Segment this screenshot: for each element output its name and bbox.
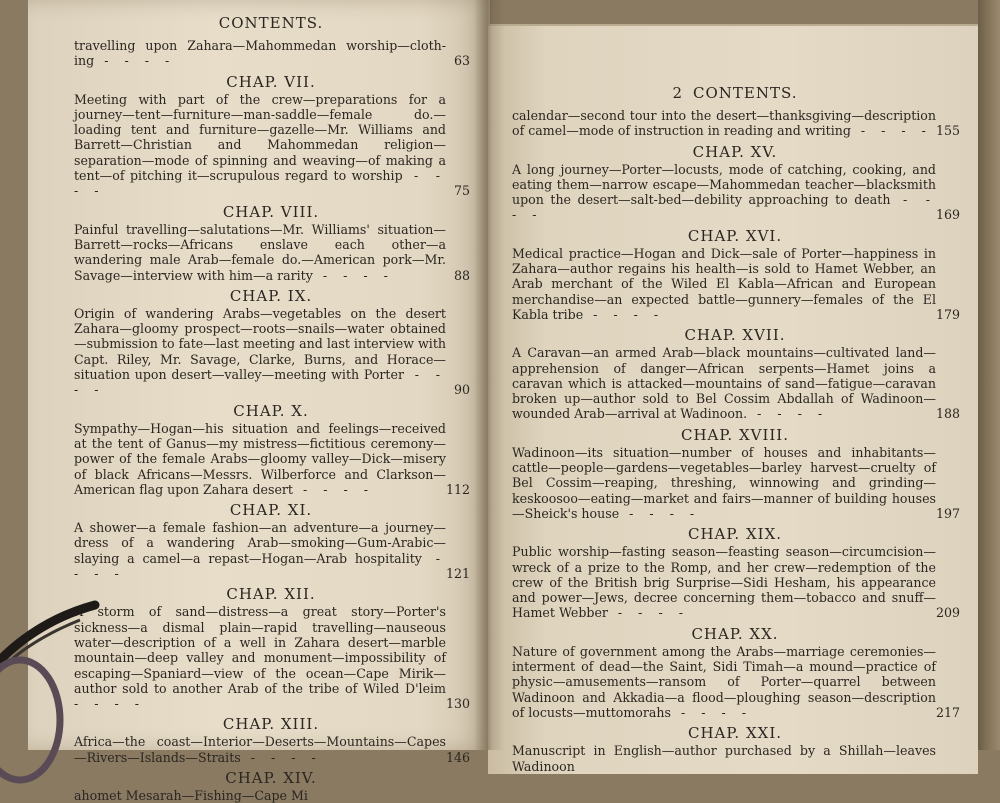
chapter-summary: [74, 604, 468, 711]
summary-text: Nature of government among the Arabs—marriage ceremonies—interment of dead—the Saint, Sidi Timah—a mound—practice of physic—amusements—ransom of Porter—quarrel between Wadinoon and Akkadia—a flood—ploughing season—description of locusts—muttomorahs: [512, 643, 936, 720]
chapter-summary: [512, 246, 958, 322]
leader-dots: - - - -: [74, 367, 446, 398]
page-number: 146: [445, 749, 470, 765]
chapter-heading: CHAP. VIII.: [222, 202, 320, 221]
page-number: 179: [935, 306, 960, 322]
chapter-summary: [74, 222, 468, 283]
chapter-summary: [512, 162, 958, 223]
chapter-heading: CHAP. XVII.: [684, 326, 786, 345]
summary-text: Manuscript in English—author purchased by a Shillah—leaves Wadinoon: [512, 743, 936, 774]
summary-text: ahomet Mesarah—Fishing—Cape Mi: [74, 787, 308, 803]
summary-text: Painful travelling—salutations—Mr. Williams' situation—Barrett—rocks—Africans enslave each other—a wandering male Arab—female do.—American pork—Mr. Savage—interview with him—a rarity: [74, 221, 446, 283]
chapter-summary: [512, 743, 958, 774]
chapter-summary: [74, 306, 468, 398]
right-page-header: [512, 84, 958, 102]
chapter-heading: CHAP. XX.: [691, 624, 779, 643]
chapter-summary: [74, 92, 468, 199]
left-page-header: CONTENTS.: [218, 14, 324, 32]
chapter-summary: [512, 644, 958, 720]
leader-dots: - - - -: [607, 605, 689, 621]
chapter-summary: [74, 38, 468, 69]
leader-dots: - - - -: [312, 267, 394, 283]
chapter-heading: CHAP. XVI.: [687, 226, 783, 245]
summary-text: Origin of wandering Arabs—vegetables on the desert Zahara—gloomy prospect—roots—snails—water obtained—submission to fate—last meeting and last interview with Capt. Riley, Mr. Savage, Clarke, Burns, and Horace—situation upon desert—valley—meeting with Porter: [74, 305, 446, 383]
chapter-heading: CHAP. XIII.: [222, 715, 320, 734]
chapter-heading: CHAP. XIX.: [687, 525, 783, 544]
leader-dots: - - - -: [583, 306, 665, 322]
chapter-heading: CHAP. XVIII.: [680, 425, 790, 444]
right-page: [488, 24, 978, 774]
chapter-summary: [74, 788, 468, 803]
left-contents-list: [74, 38, 468, 803]
page-number: 121: [445, 566, 470, 582]
leader-dots: - - - -: [670, 704, 753, 720]
chapter-summary: [512, 445, 958, 521]
leader-dots: - - - -: [240, 749, 322, 765]
chapter-summary: [74, 421, 468, 497]
page-number: 188: [935, 406, 960, 422]
right-contents-list: [512, 108, 958, 774]
right-page-number: 2: [672, 84, 684, 102]
eyeglasses-icon: [0, 600, 110, 750]
summary-text: Meeting with part of the crew—preparations for a journey—tent—furniture—man-saddle—female do.—loading tent and furniture—gazelle—Mr. Williams and Barrett—Christian and Mahommedan religion—separation—mode of spinning and weaving—of making a tent—of pitching it—scrupulous regard to worship: [74, 91, 446, 184]
leader-dots: - - - -: [74, 696, 146, 712]
leader-dots: - - - -: [850, 123, 932, 139]
page-number: 90: [453, 382, 470, 398]
page-number: 197: [935, 505, 960, 521]
leader-dots: - - - -: [747, 406, 829, 422]
leader-dots: - - - -: [292, 481, 375, 497]
page-number: 130: [445, 696, 470, 712]
summary-text: A Caravan—an armed Arab—black mountains—cultivated land—apprehension of danger—African serpents—Hamet joins a caravan which is attacked—mountains of sand—fatigue—caravan broken up—author sold to Bel Cossim Abdallah of Wadinoon—wounded Arab—arrival at Wadinoon.: [512, 345, 936, 422]
summary-text: Medical practice—Hogan and Dick—sale of Porter—happiness in Zahara—author regains his health—is sold to Hamet Webber, an Arab merchant of the Wiled El Kabla—African and European merchandise—an expected battle—gunnery—females of the El Kabla tribe: [512, 245, 936, 322]
chapter-heading: CHAP. VII.: [226, 72, 316, 91]
chapter-summary: [512, 544, 958, 620]
chapter-summary: [74, 734, 468, 765]
leader-dots: - - - -: [94, 53, 176, 69]
chapter-heading: CHAP. XV.: [692, 142, 778, 161]
chapter-heading: CHAP. XI.: [229, 501, 313, 520]
chapter-heading: CHAP. XII.: [226, 585, 316, 604]
page-number: 88: [453, 267, 470, 283]
chapter-summary: [74, 520, 468, 581]
summary-text: A shower—a female fashion—an adventure—a journey—dress of a wandering Arab—smoking—Gum-Arabic—slaying a camel—a repast—Hogan—Arab hospitality: [74, 520, 446, 566]
page-number: 209: [935, 605, 960, 621]
chapter-heading: CHAP. XXI.: [687, 724, 783, 743]
page-number: 75: [453, 183, 470, 199]
right-page-title: CONTENTS.: [693, 84, 798, 102]
summary-text: Sympathy—Hogan—his situation and feelings—received at the tent of Ganus—my mistress—fictitious ceremony—power of the female Arabs—gloomy valley—Dick—misery of black Africans—Messrs. Wilberforce and Clarkson—American flag upon Zahara desert: [74, 420, 446, 497]
summary-text: A storm of sand—distress—a great story—Porter's sickness—a dismal plain—rapid travelling—nauseous water—description of a well in Zahara desert—marble mountain—deep valley and monument—impossibility of escaping—Spaniard—view of the ocean—Cape Mirik—author sold to another Arab of the tribe of Wiled D'leim: [74, 604, 446, 696]
summary-text: Public worship—fasting season—feasting season—circumcision—wreck of a prize to the Romp, and her crew—redemption of the crew of the British brig Surprise—Sidi Hesham, his appearance and power—Jews, decree concerning them—tobacco and snuff—Hamet Webber: [512, 544, 936, 621]
page-number: 169: [935, 207, 960, 223]
book-cover-edge: [978, 0, 1000, 750]
chapter-heading: CHAP. X.: [233, 401, 309, 420]
chapter-summary: [512, 108, 958, 139]
summary-text: Africa—the coast—Interior—Deserts—Mountains—Capes—Rivers—Islands—Straits: [74, 734, 446, 765]
chapter-heading: CHAP. IX.: [229, 286, 313, 305]
summary-text: travelling upon Zahara—Mahommedan worship—cloth-ing: [74, 38, 446, 69]
page-number: 217: [935, 704, 960, 720]
chapter-heading: CHAP. XIV.: [225, 768, 317, 787]
page-number: 155: [935, 123, 960, 139]
book-spine: [474, 0, 504, 750]
leader-dots: - - - -: [74, 550, 446, 582]
leader-dots: - - - -: [512, 192, 936, 223]
chapter-summary: [512, 345, 958, 421]
summary-text: A long journey—Porter—locusts, mode of catching, cooking, and eating them—narrow escape—Mahommedan teacher—blacksmith upon the desert—salt-bed—debility approaching to death: [512, 161, 936, 208]
page-number: 112: [445, 481, 470, 497]
summary-text: calendar—second tour into the desert—thanksgiving—description of camel—mode of instruction in reading and writing: [512, 108, 936, 139]
leader-dots: - - - -: [74, 168, 446, 199]
page-number: 63: [453, 53, 470, 69]
summary-text: Wadinoon—its situation—number of houses and inhabitants—cattle—people—gardens—vegetables—barley harvest—cruelty of Bel Cossim—reaping, threshing, winnowing and grinding—keskoosoo—eating—market and fairs—manner of building houses—Sheick's house: [512, 444, 936, 521]
leader-dots: - - - -: [619, 505, 701, 521]
